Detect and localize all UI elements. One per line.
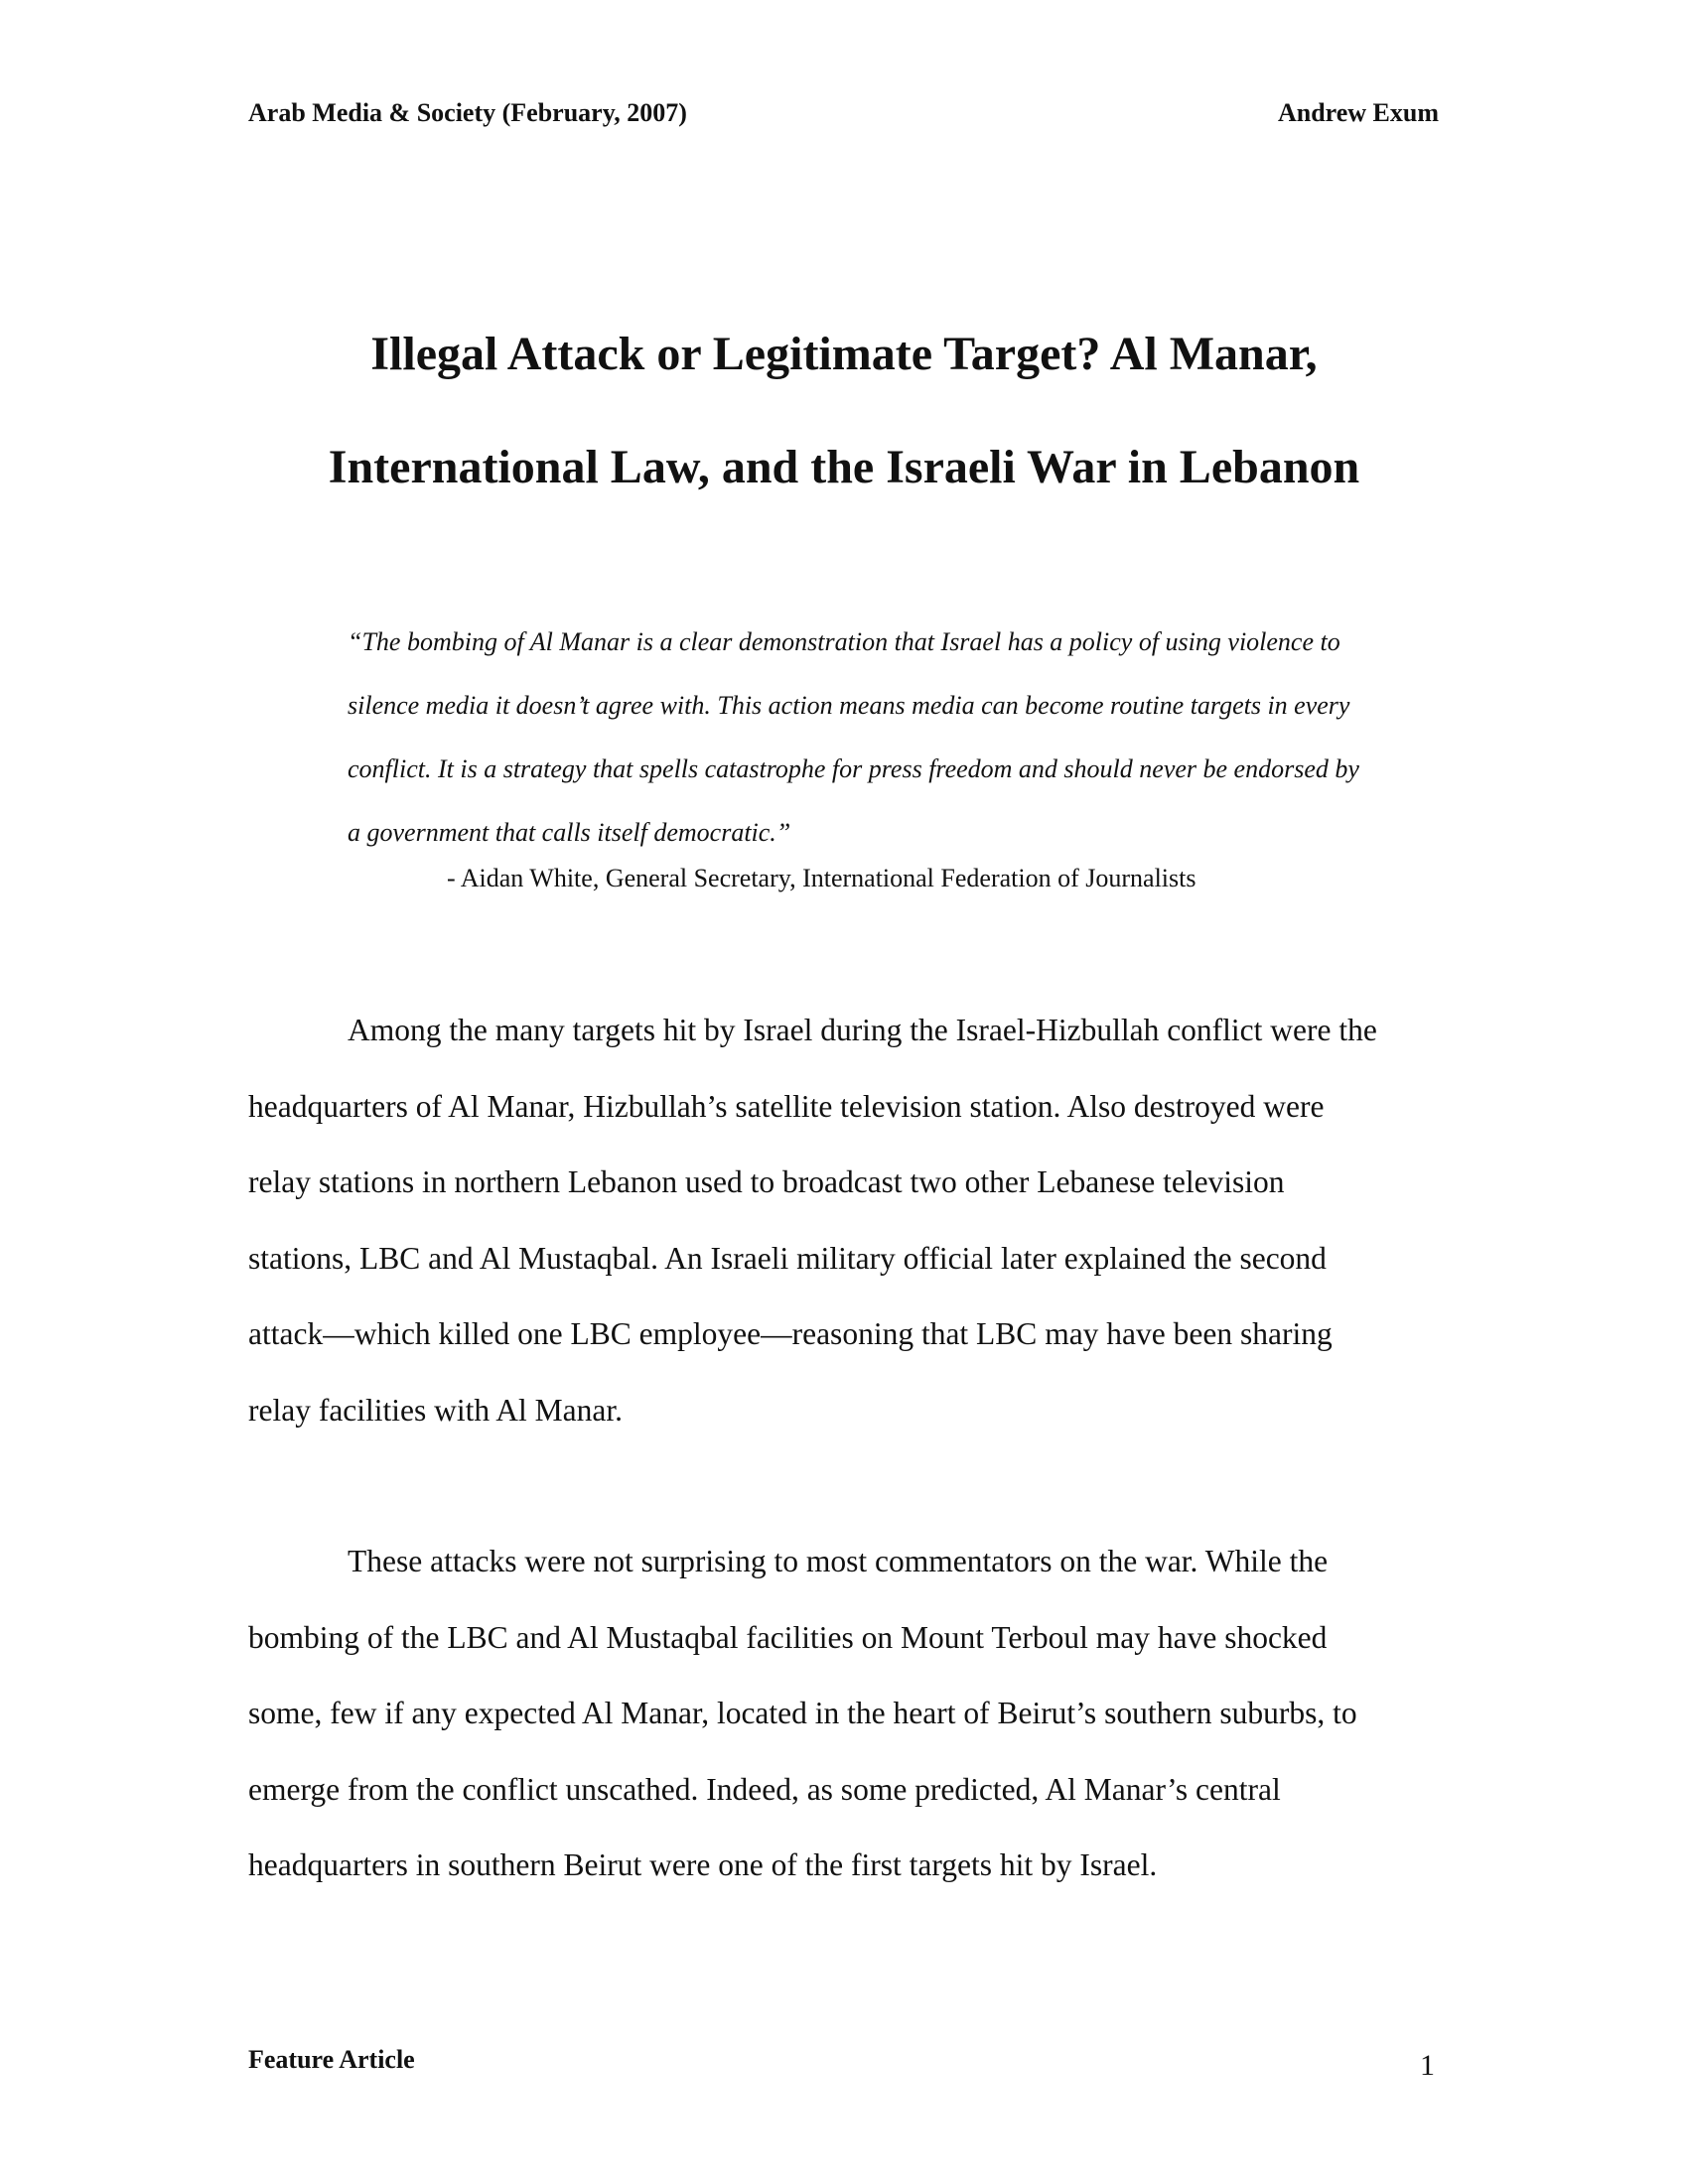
epigraph-line: conflict. It is a strategy that spells catastrophe for press freedom and should never be endorsed by (348, 754, 1359, 783)
epigraph-attribution: - Aidan White, General Secretary, International Federation of Journalists (447, 864, 1196, 892)
footer-section-label: Feature Article (248, 2045, 415, 2074)
body-paragraph (248, 993, 1440, 1448)
paragraph-line: relay facilities with Al Manar. (248, 1392, 624, 1428)
paragraph-line: headquarters of Al Manar, Hizbullah’s satellite television station. Also destroyed were (248, 1088, 1325, 1124)
paragraph-line: some, few if any expected Al Manar, located in the heart of Beirut’s southern suburbs, to (248, 1696, 1357, 1730)
paragraph-line: emerge from the conflict unscathed. Indeed, as some predicted, Al Manar’s central (248, 1771, 1281, 1807)
paragraph-line: bombing of the LBC and Al Mustaqbal facilities on Mount Terboul may have shocked (248, 1619, 1328, 1655)
epigraph-quote (348, 611, 1440, 865)
title-line: Illegal Attack or Legitimate Target? Al Manar, (370, 328, 1318, 380)
paragraph-line: These attacks were not surprising to most commentators on the war. While the (348, 1544, 1329, 1578)
paragraph-line: attack—which killed one LBC employee—reasoning that LBC may have been sharing (248, 1316, 1333, 1351)
epigraph-line: “The bombing of Al Manar is a clear demonstration that Israel has a policy of using violence to (348, 627, 1340, 656)
epigraph-line: a government that calls itself democratic.” (348, 818, 791, 847)
article-title (199, 298, 1489, 524)
body-paragraph (248, 1524, 1440, 1904)
paragraph-line: headquarters in southern Beirut were one of the first targets hit by Israel. (248, 1847, 1158, 1882)
epigraph-line: silence media it doesn’t agree with. This action means media can become routine targets in every (348, 691, 1350, 720)
paragraph-line: relay stations in northern Lebanon used to broadcast two other Lebanese television (248, 1164, 1285, 1199)
page-number: 1 (1420, 2049, 1435, 2082)
running-header-author: Andrew Exum (1277, 98, 1439, 127)
paragraph-line: stations, LBC and Al Mustaqbal. An Israeli military official later explained the second (248, 1240, 1327, 1276)
paragraph-line: Among the many targets hit by Israel during the Israel-Hizbullah conflict were the (348, 1013, 1377, 1047)
running-header-publication: Arab Media & Society (February, 2007) (248, 98, 687, 127)
title-line: International Law, and the Israeli War in Lebanon (328, 441, 1360, 493)
